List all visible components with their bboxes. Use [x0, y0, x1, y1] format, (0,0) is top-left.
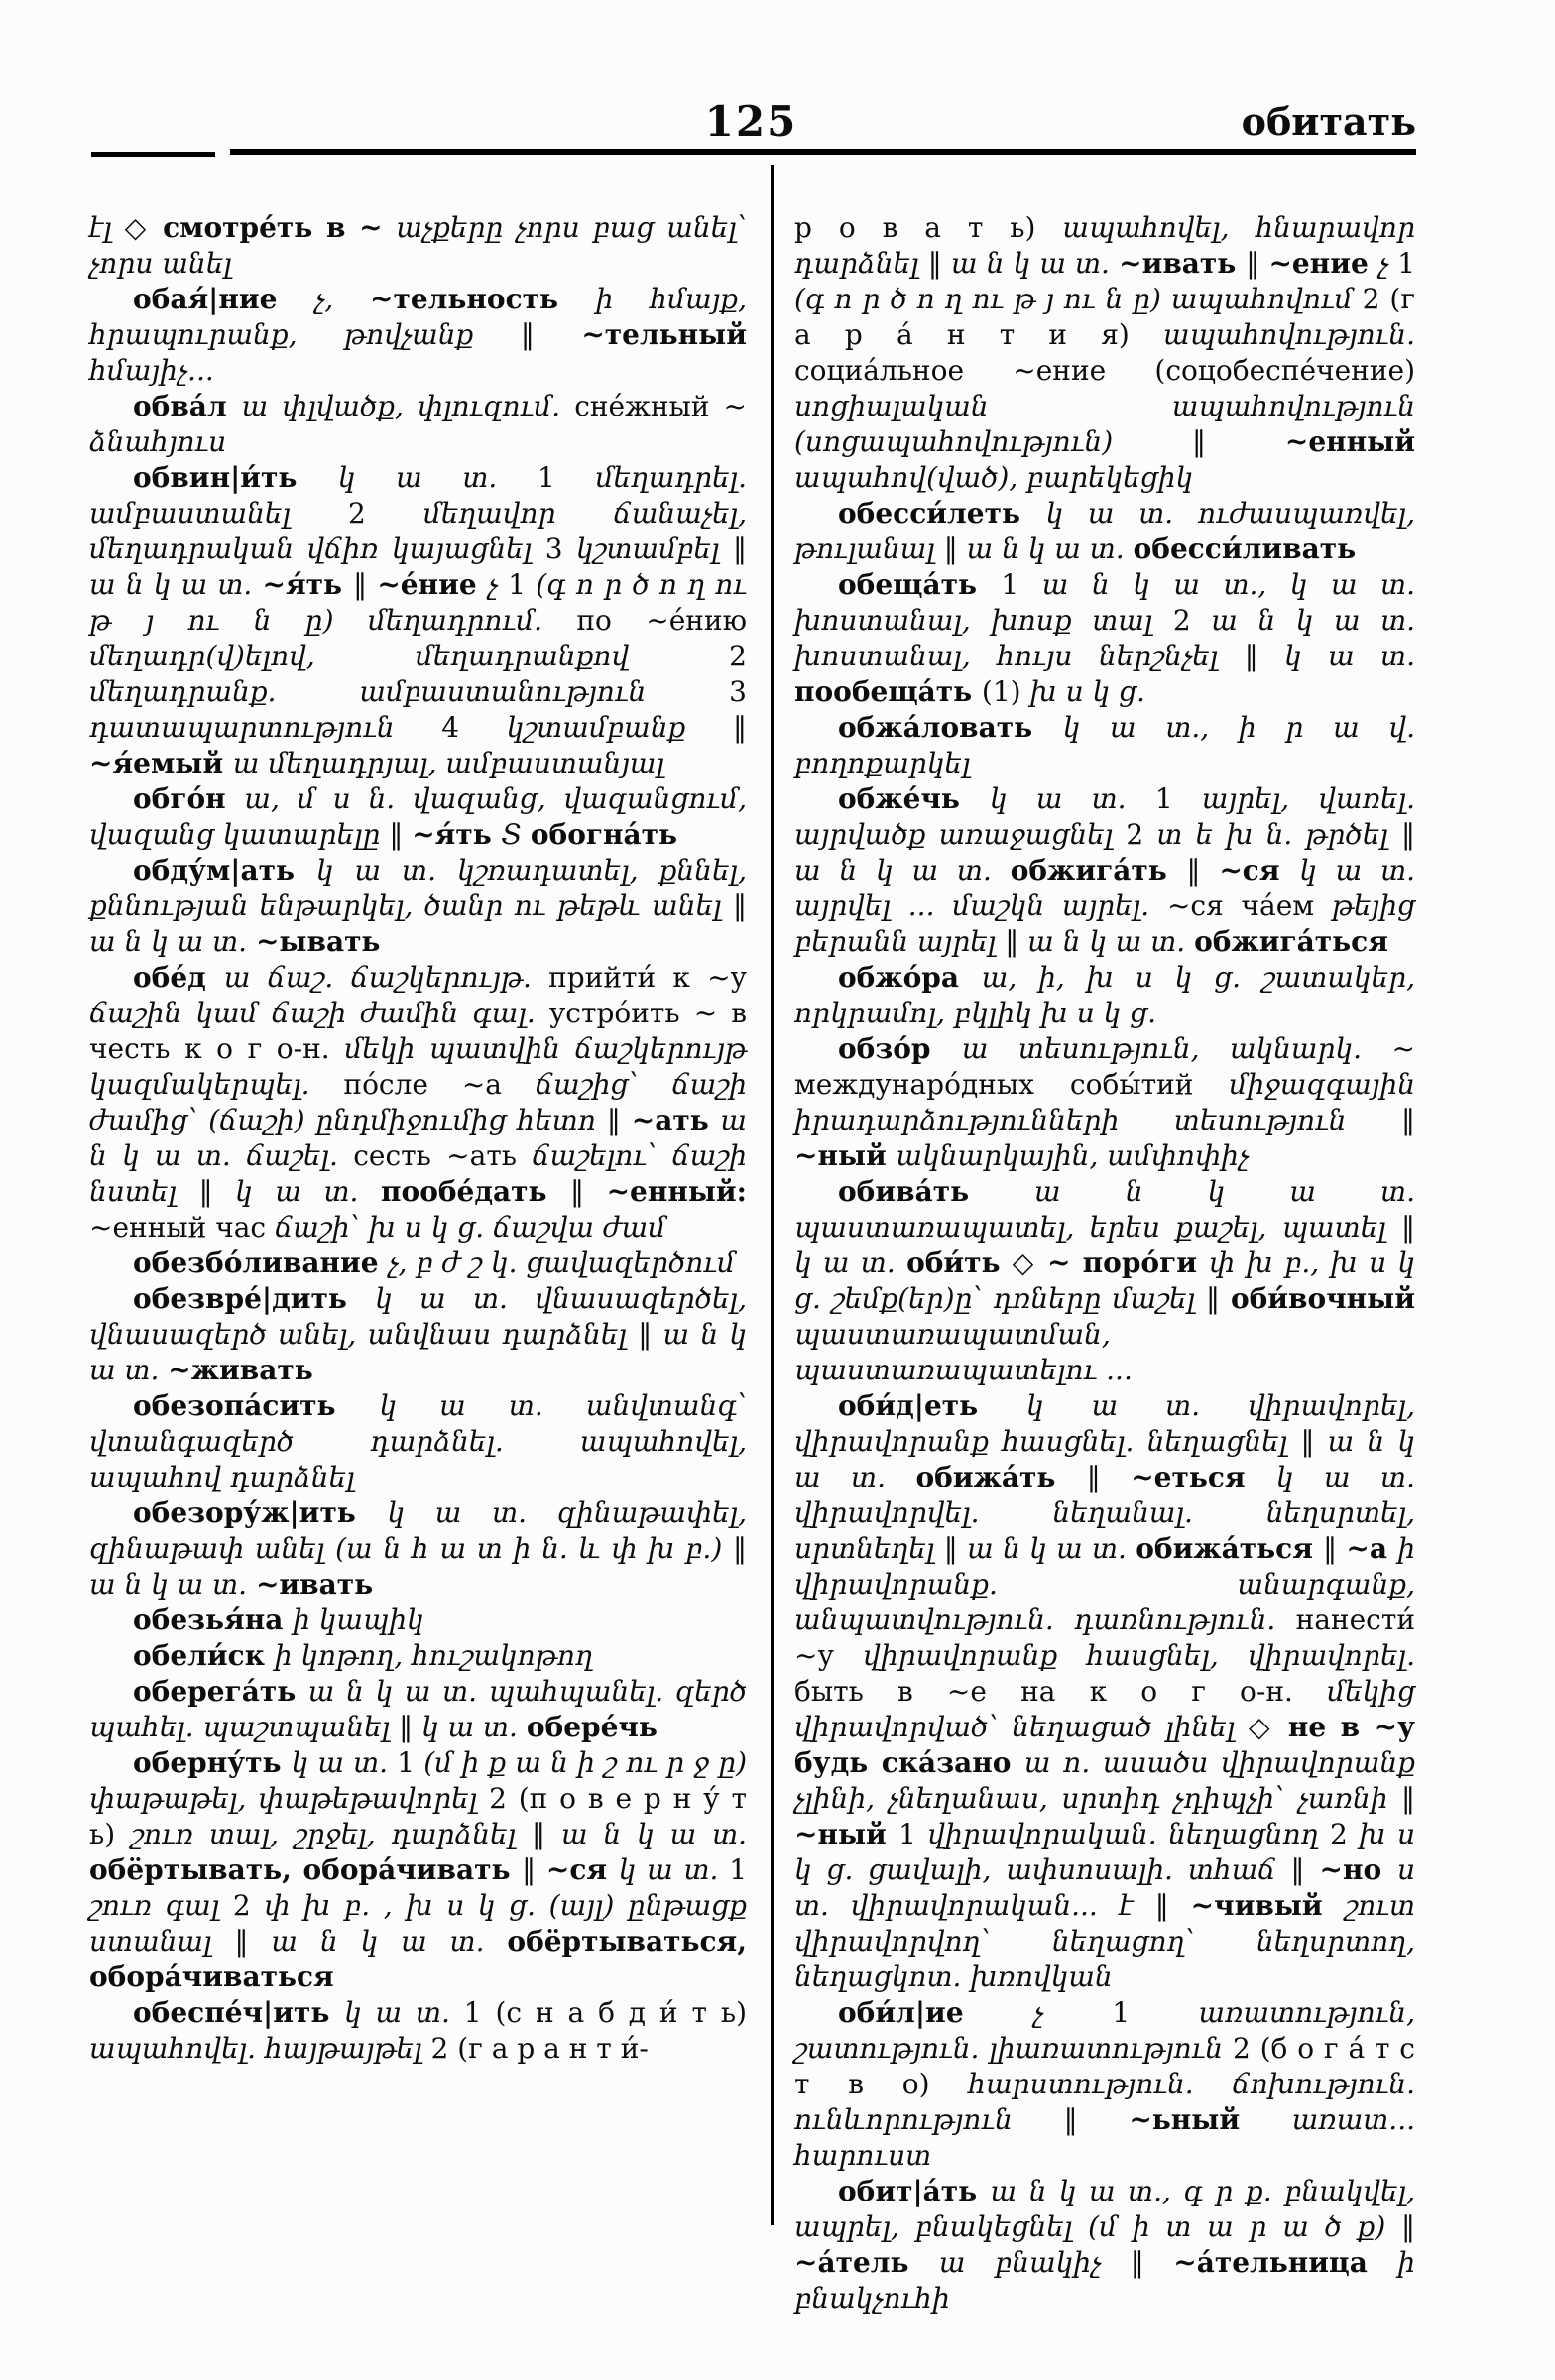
headword-text: обе́д: [133, 961, 224, 994]
dictionary-entry: [794, 781, 1415, 960]
headword-text: ~ся: [1219, 854, 1300, 887]
example-text: по́сле ~а: [343, 1068, 536, 1101]
armenian-text: շուտ վիրավորվող՝ նեղացող՝ նեղսրտող, նեղացկոտ. խռովկան: [794, 1889, 1415, 1993]
headword-text: ~ать: [631, 1104, 721, 1136]
headword-text: обжига́ться: [1194, 925, 1388, 958]
example-text: 2: [1172, 604, 1212, 637]
dictionary-entry: [89, 781, 747, 853]
headword-text: ~ывать: [255, 925, 381, 958]
example-text: ~ междунаро́дных собы́тий: [794, 1032, 1415, 1101]
headword-text: обижа́ться: [1136, 1532, 1324, 1565]
dictionary-entry: [794, 960, 1415, 1031]
headword-text: пообеща́ть: [794, 675, 982, 708]
armenian-text: Տ: [501, 818, 531, 851]
left-column: [89, 210, 747, 2067]
example-text: социа́льное ~ение (соцобеспе́чение): [794, 354, 1415, 387]
dictionary-entry: [89, 210, 747, 282]
armenian-text: ա ն կ ա տ. պաստառապատել, երես քաշել, պատել: [794, 1175, 1415, 1244]
headword-text: ~а́тель: [794, 2246, 939, 2279]
armenian-text: կ ա տ.: [990, 782, 1155, 815]
headword-text: пообе́дать: [381, 1175, 570, 1208]
headword-text: оби́вочный: [1230, 1282, 1416, 1315]
example-text: 2 (б о г а́ т с т в о): [794, 2032, 1415, 2100]
example-text: ‖: [638, 1318, 663, 1351]
headword-text: ~а́тельница: [1173, 2246, 1398, 2279]
example-text: ‖: [733, 1532, 747, 1565]
example-text: ‖: [1192, 425, 1285, 458]
example-text: 2: [347, 497, 423, 530]
headword-text: обжига́ть: [1010, 854, 1187, 887]
headword-text: обезопа́сить: [133, 1389, 380, 1422]
headword-text: обду́м|ать: [133, 854, 316, 887]
example-text: 2: [1330, 1818, 1360, 1850]
example-text: 3: [729, 675, 747, 708]
armenian-text: ա ճաշ. ճաշկերույթ.: [223, 961, 549, 994]
headword-text: обая́|ние: [133, 283, 315, 315]
example-text: ‖: [389, 818, 413, 851]
example-text: 2 (п о в е р н у́ т ь): [89, 1782, 747, 1850]
example-text: 2: [232, 1889, 265, 1922]
headword-text: обели́ск: [133, 1639, 275, 1672]
example-text: 1 (с н а б д и́ т ь): [463, 1996, 748, 2029]
armenian-text: կ ա տ. վիրավորվել. նեղանալ. նեղսրտել, սրտնեղել: [794, 1461, 1415, 1565]
example-text: ‖: [353, 568, 378, 601]
dictionary-entry: [89, 960, 747, 1246]
armenian-text: չ: [1032, 1996, 1113, 2029]
armenian-text: խ ս կ ց. ցավալի, ափսոսալի. տհաճ: [794, 1818, 1416, 1886]
headword-text: ~ивать: [255, 1568, 374, 1601]
armenian-text: ա ն կ ա տ.: [89, 1318, 747, 1386]
armenian-text: խ ս կ ց.: [1029, 675, 1145, 708]
example-text: 1: [1001, 568, 1042, 601]
headword-text: обёртывать, обора́чивать: [89, 1853, 523, 1886]
armenian-text: ա ն կ ա տ.: [794, 1425, 1416, 1493]
example-text: ‖: [198, 1175, 236, 1208]
example-text: ~ся ча́ем: [1166, 890, 1332, 922]
armenian-text: ակնարկային, ամփոփիչ: [896, 1139, 1250, 1172]
armenian-text: կ ա տ.: [344, 1996, 464, 2029]
armenian-text: (գ ո ր ծ ո ղ ու թ յ ու ն ը) ապահովում: [794, 283, 1363, 315]
example-text: 1: [508, 568, 537, 601]
armenian-text: (մ ի ք ա ն ի շ ու ր ջ ը) փաթաթել, փաթեթավորել: [89, 1746, 748, 1815]
armenian-text: ա ն կ ա տ. պահպանել. զերծ պահել. պաշտպանել: [89, 1675, 747, 1743]
headword-text: обго́н: [133, 782, 245, 815]
headword-text: обезору́ж|ить: [133, 1496, 388, 1529]
armenian-text: ա ն կ ա տ.: [89, 925, 256, 958]
dictionary-entry: [89, 1603, 747, 1638]
dictionary-entry: [89, 1281, 747, 1388]
armenian-text: ա ն կ ա տ.: [89, 568, 263, 601]
example-text: (1): [981, 675, 1030, 708]
armenian-text: ս տ. վիրավորական... է: [794, 1853, 1415, 1922]
headword-text: обже́чь: [838, 782, 991, 815]
example-text: ‖: [1244, 640, 1285, 672]
example-text: ◇: [1249, 1711, 1288, 1743]
example-text: устро́ить ~ в честь к о г о-н.: [89, 997, 747, 1065]
armenian-text: չ: [1377, 247, 1398, 280]
headword-text: обеща́ть: [838, 568, 1002, 601]
column-divider: [771, 165, 774, 2225]
example-text: нанести́ ~у: [794, 1604, 1415, 1672]
example-text: 2: [1126, 818, 1157, 851]
headword-text: обесси́ливать: [1133, 533, 1357, 565]
header-rule-left-dash: [91, 152, 215, 157]
example-text: ‖: [733, 711, 747, 744]
armenian-text: տ ե խ ն. թրծել: [1156, 818, 1401, 851]
headword-text: ~ся: [545, 1853, 619, 1886]
example-text: ‖: [927, 247, 951, 280]
armenian-text: հմայիչ...: [89, 354, 214, 387]
example-text: ◇: [124, 211, 164, 244]
example-text: ~енный час: [89, 1211, 275, 1244]
armenian-text: վիրավորական. նեղացնող: [927, 1818, 1331, 1850]
example-text: ‖: [1063, 2103, 1130, 2136]
armenian-text: ա, ի, խ ս կ ց. շատակեր, որկրամոլ, բկլիկ խ ս կ ց.: [794, 961, 1415, 1029]
armenian-text: միջազգային իրադարձությունների տեսություն: [794, 1068, 1415, 1136]
example-text: ‖: [1154, 1889, 1191, 1922]
example-text: ‖: [733, 890, 747, 922]
dictionary-entry: [89, 853, 747, 960]
headword-text: ~живать: [168, 1354, 313, 1386]
armenian-text: մեկից վիրավորված՝ նեղացած լինել: [794, 1675, 1415, 1743]
headword-text: ~но: [1319, 1853, 1397, 1886]
dictionary-entry: [794, 1995, 1415, 2174]
example-text: сесть ~ать: [353, 1139, 533, 1172]
armenian-text: թեյից բերանն այրել: [794, 890, 1415, 958]
headword-text: ~тельность: [370, 283, 596, 315]
example-text: ‖: [520, 318, 582, 351]
armenian-text: ա ն կ ա տ., գ ր ք. բնակվել, ապրել, բնակեցնել (մ ի տ ա ր ա ծ ք): [794, 2175, 1415, 2243]
headword-text: обива́ть: [838, 1175, 1035, 1208]
armenian-text: սոցիալական ապահովություն (սոցապահովություն): [794, 390, 1415, 458]
armenian-text: կ ա տ.: [291, 1746, 398, 1779]
example-text: ‖: [943, 533, 967, 565]
armenian-text: մեղավոր ճանաչել, մեղադրական վճիռ կայացնել: [89, 497, 748, 565]
armenian-text: կ ա տ. զինաթափել, զինաթափ անել (ա ն հ ա տ ի ն. և փ խ բ.): [89, 1496, 747, 1565]
armenian-text: պաստառապատման, պաստառապատելու ...: [794, 1318, 1133, 1386]
headword-text: обжа́ловать: [838, 711, 1063, 744]
headword-text: ~тельный: [581, 318, 748, 351]
armenian-text: ի հմայք, հրապուրանք, թովչանք: [89, 283, 747, 351]
headword-text: смотре́ть в ~: [163, 211, 397, 244]
example-text: ‖: [1290, 1853, 1320, 1886]
armenian-text: ճաշին կամ ճաշի ժամին գալ.: [89, 997, 549, 1029]
headword-text: ~я́емый: [89, 747, 233, 779]
headword-text: обёртываться, обора́чиваться: [89, 1925, 747, 1993]
dictionary-entry: [89, 1388, 747, 1495]
example-text: 1: [1154, 782, 1202, 815]
armenian-text: կ ա տ. վնասազերծել, վնասազերծ անել, անվնաս դարձնել: [89, 1282, 747, 1351]
dictionary-entry: [794, 210, 1415, 496]
armenian-text: ի կոթող, հուշակոթող: [274, 1639, 593, 1672]
headword-text: ~ поро́ги: [1047, 1247, 1210, 1279]
example-text: ‖: [1401, 2210, 1415, 2243]
headword-text: ~ьный: [1129, 2103, 1292, 2136]
armenian-text: կ ա տ.: [794, 1247, 907, 1279]
example-text: ‖: [1323, 1532, 1347, 1565]
example-text: ‖: [532, 1818, 561, 1850]
dictionary-entry: [794, 496, 1415, 567]
headword-text: обере́чь: [526, 1711, 658, 1743]
example-text: ‖: [1401, 1104, 1415, 1136]
armenian-text: ա ն կ ա տ.: [967, 1532, 1136, 1565]
armenian-text: կ ա տ. վիրավորել, վիրավորանք հասցնել. նեղացնել: [794, 1389, 1415, 1458]
armenian-text: փ խ բ., խ ս կ ց. շեմք(եր)ը՝ դռները մաշել: [794, 1247, 1416, 1315]
example-text: ‖: [1005, 925, 1028, 958]
armenian-text: կշտամբանք: [506, 711, 733, 744]
example-text: 2 (г а р а н т и́-: [430, 2032, 649, 2065]
dictionary-entry: [89, 460, 747, 781]
armenian-text: ա բնակիչ: [938, 2246, 1131, 2279]
armenian-text: կ ա տ.: [421, 1711, 527, 1743]
example-text: ‖: [606, 1104, 632, 1136]
armenian-text: ա ն կ ա տ. խոստանալ, հույս ներշնչել: [794, 604, 1416, 672]
example-text: ‖: [1300, 1425, 1328, 1458]
dictionary-entry: [89, 1674, 747, 1745]
headword-text: ~а: [1346, 1532, 1398, 1565]
armenian-text: մեկի պատվին ճաշկերույթ կազմակերպել.: [89, 1032, 747, 1101]
armenian-text: չ, բ ժ շ կ. ցավազերծում: [388, 1247, 735, 1279]
headword-text: ~я́ть: [412, 818, 502, 851]
example-text: 1: [538, 461, 596, 494]
armenian-text: առատ... հարուստ: [794, 2103, 1415, 2172]
armenian-text: վիրավորանք հասցնել, վիրավորել.: [863, 1639, 1415, 1672]
example-text: ‖: [399, 1711, 422, 1743]
dictionary-entry: [89, 1638, 747, 1674]
armenian-text: ա ն կ ա տ.: [89, 1568, 256, 1601]
right-column: [794, 210, 1415, 2317]
armenian-text: կ ա տ. այրվել ... մաշկն այրել.: [794, 854, 1415, 922]
headword-text: обогна́ть: [530, 818, 678, 851]
dictionary-entry: [89, 1995, 747, 2067]
armenian-text: կ ա տ.: [618, 1853, 730, 1886]
armenian-text: ա մեղադրյալ, ամբաստանյալ: [232, 747, 665, 779]
example-text: ‖: [1130, 2246, 1174, 2279]
armenian-text: ապահովել. հայթայթել: [89, 2032, 431, 2065]
example-text: р о в а т ь): [794, 211, 1063, 244]
header-rule: [230, 149, 1416, 155]
armenian-text: ա ն կ ա տ. ճաշել.: [89, 1104, 747, 1172]
example-text: прийти́ к ~у: [548, 961, 748, 994]
dictionary-entry: [794, 1031, 1415, 1174]
armenian-text: ի վիրավորանք. անարգանք, անպատվություն. դառնություն.: [794, 1532, 1415, 1636]
headword-text: оби́ть: [906, 1247, 1013, 1279]
armenian-text: ա ն կ ա տ.: [794, 854, 1011, 887]
headword-text: оби́д|еть: [838, 1389, 1026, 1422]
example-text: ‖: [1186, 854, 1220, 887]
armenian-text: ա, մ ս ն. վազանց, վազանցում, վազանց կատարելը: [89, 782, 747, 851]
headword-text: ~чивый: [1190, 1889, 1346, 1922]
armenian-text: չ,: [314, 283, 371, 315]
example-text: 1: [397, 1746, 424, 1779]
headword-text: ~ный: [794, 1818, 899, 1850]
headword-text: обва́л: [133, 390, 242, 422]
armenian-text: փ խ բ. , խ ս կ ց. (այլ) ընթացք ստանալ: [89, 1889, 747, 1958]
example-text: быть в ~е на к о г о-н.: [794, 1675, 1328, 1708]
dictionary-entry: [89, 282, 747, 389]
armenian-text: հարստություն. ճոխություն. ունևորություն: [794, 2068, 1415, 2136]
dictionary-entry: [89, 389, 747, 460]
headword-text: оберега́ть: [133, 1675, 308, 1708]
headword-text: обзо́р: [838, 1032, 962, 1065]
armenian-text: ի կապիկ: [293, 1604, 424, 1636]
example-text: ‖: [1401, 818, 1415, 851]
example-text: 2 (г а р а́ н т и я): [794, 283, 1415, 351]
example-text: 4: [441, 711, 507, 744]
headword-text: обит|а́ть: [838, 2175, 991, 2207]
armenian-text: շուռ գալ: [89, 1889, 233, 1922]
dictionary-entry: [794, 1174, 1415, 1388]
headword-text: не в ~у будь ска́зано: [794, 1711, 1415, 1779]
page-number: 125: [704, 97, 798, 146]
armenian-text: ճաշի՝ խ ս կ ց. ճաշվա ժամ: [275, 1211, 666, 1244]
headword-text: обесси́леть: [838, 497, 1046, 530]
dictionary-entry: [794, 567, 1415, 710]
armenian-text: ա ն կ ա տ.: [560, 1818, 748, 1850]
dictionary-entry: [89, 1246, 747, 1281]
armenian-text: էլ: [89, 211, 125, 244]
headword-text: ~енный:: [606, 1175, 747, 1208]
armenian-text: ա ն կ ա տ.: [271, 1925, 508, 1958]
armenian-text: կ ա տ., ի ր ա վ. բողոքարկել: [794, 711, 1415, 779]
armenian-text: ապահովություն.: [1163, 318, 1415, 351]
headword-text: ~еться: [1131, 1461, 1276, 1493]
armenian-text: (գ ո ր ծ ո ղ ու թ յ ու ն ը) մեղադրում.: [89, 568, 747, 637]
armenian-text: ա ն կ ա տ., կ ա տ. խոստանալ, խոսք տալ: [794, 568, 1415, 637]
example-text: 1: [1397, 247, 1416, 280]
armenian-text: կշտամբել: [576, 533, 733, 565]
armenian-text: կ ա տ.: [1284, 640, 1415, 672]
example-text: ◇: [1012, 1247, 1048, 1279]
example-text: ‖: [1246, 247, 1269, 280]
dictionary-entry: [794, 1388, 1415, 1995]
armenian-text: դատապարտություն: [89, 711, 442, 744]
armenian-text: ա տեսություն, ակնարկ.: [961, 1032, 1392, 1065]
headword-text: оберну́ть: [133, 1746, 292, 1779]
armenian-text: ձնահյուս: [89, 425, 227, 458]
headword-text: оби́л|ие: [838, 1996, 1033, 2029]
dictionary-entry: [89, 1495, 747, 1603]
armenian-text: ապահով(ված), բարեկեցիկ: [794, 461, 1194, 494]
armenian-text: կ ա տ. ուժասպառվել, թուլանալ: [794, 497, 1415, 565]
armenian-text: մեղադրանք. ամբաստանություն: [89, 675, 730, 708]
armenian-text: առատություն, շատություն. լիառատություն: [794, 1996, 1415, 2065]
example-text: ‖: [943, 1532, 968, 1565]
armenian-text: մեղադր(վ)ելով, մեղադրանքով: [89, 640, 730, 672]
headword-text: обижа́ть: [915, 1461, 1087, 1493]
armenian-text: ի բնակչուհի: [794, 2246, 1416, 2315]
example-text: ‖: [234, 1925, 272, 1958]
example-text: 3: [544, 533, 577, 565]
armenian-text: այրել, վառել. այրվածք առաջացնել: [794, 782, 1416, 851]
headword-text: обезвре́|дить: [133, 1282, 376, 1315]
armenian-text: ապահովել, հնարավոր դարձնել: [794, 211, 1415, 280]
example-text: ‖: [1086, 1461, 1132, 1493]
armenian-text: աչքերը չորս բաց անել՝ չորս անել: [89, 211, 747, 280]
armenian-text: ա փլվածք, փլուզում.: [241, 390, 575, 422]
example-text: ‖: [1206, 1282, 1231, 1315]
headword-text: ~я́ть: [262, 568, 354, 601]
headword-text: ~ение: [1268, 247, 1378, 280]
headword-text: обезья́на: [133, 1604, 294, 1636]
headword-text: ~енный: [1284, 425, 1415, 458]
dictionary-entry: [794, 710, 1415, 781]
example-text: ‖: [1401, 1211, 1415, 1244]
headword-text: обеспе́ч|ить: [133, 1996, 345, 2029]
example-text: 1: [1112, 1996, 1199, 2029]
armenian-text: կ ա տ.: [337, 461, 538, 494]
headword-text: обвин|и́ть: [133, 461, 338, 494]
headword-text: обезбо́ливание: [133, 1247, 389, 1279]
guide-word: обитать: [1241, 99, 1416, 144]
headword-text: ~е́ние: [377, 568, 488, 601]
armenian-text: ա ն կ ա տ.: [950, 247, 1120, 280]
dictionary-entry: [89, 1745, 747, 1995]
example-text: по ~е́нию: [576, 604, 747, 637]
example-text: сне́жный ~: [574, 390, 747, 422]
armenian-text: մեղադրել. ամբաստանել: [89, 461, 748, 530]
example-text: 1: [729, 1853, 748, 1886]
armenian-text: կ ա տ. անվտանգ՝ վտանգազերծ դարձնել. ապահովել, ապահով դարձնել: [89, 1389, 747, 1493]
example-text: ‖: [1401, 1782, 1415, 1815]
armenian-text: ա ն կ ա տ.: [966, 533, 1134, 565]
headword-text: ~ивать: [1119, 247, 1247, 280]
dictionary-entry: [794, 2174, 1415, 2317]
armenian-text: չ: [487, 568, 509, 601]
example-text: ‖: [522, 1853, 546, 1886]
armenian-text: ա ո. ասածս վիրավորանք չլինի, չնեղանաս, սրտիդ չդիպչի՝ չառնի: [794, 1746, 1416, 1815]
headword-text: обжо́ра: [838, 961, 982, 994]
armenian-text: ա ն կ ա տ.: [1027, 925, 1195, 958]
example-text: 2: [729, 640, 747, 672]
example-text: 1: [898, 1818, 928, 1850]
armenian-text: շուռ տալ, շրջել, դարձնել: [131, 1818, 533, 1850]
example-text: ‖: [569, 1175, 607, 1208]
armenian-text: կ ա տ.: [235, 1175, 382, 1208]
armenian-text: ճաշելու՝ ճաշի նստել: [89, 1139, 748, 1208]
headword-text: ~ный: [794, 1139, 897, 1172]
armenian-text: ճաշից՝ ճաշի ժամից՝ (ճաշի) ընդմիջումից հետո: [89, 1068, 747, 1136]
armenian-text: կ ա տ. կշռադատել, քննել, քննության ենթարկել, ծանր ու թեթև անել: [89, 854, 747, 922]
example-text: ‖: [733, 533, 747, 565]
